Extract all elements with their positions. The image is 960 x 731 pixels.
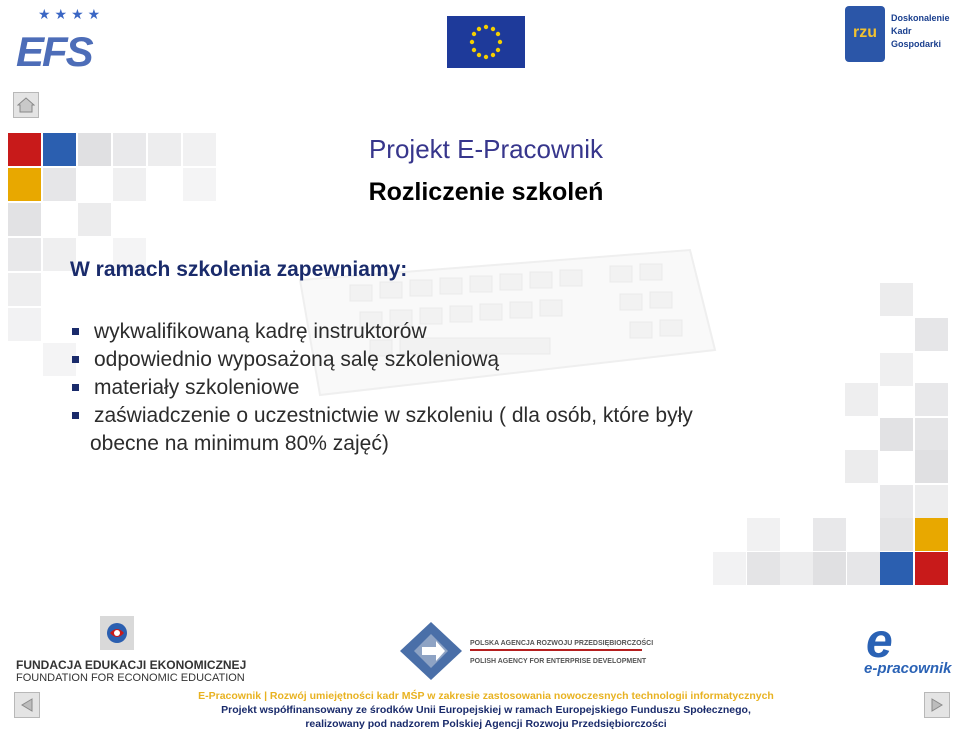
efs-logo (12, 6, 122, 76)
lead-text: W ramach szkolenia zapewniamy: (70, 258, 408, 281)
bullet-list (72, 318, 892, 458)
list-item-continuation: obecne na minimum 80% zajęć) (90, 432, 389, 455)
next-slide-button[interactable] (924, 692, 950, 718)
stars-icon: ★★★★ (38, 6, 105, 22)
dkg-badge: rzu (845, 6, 885, 62)
list-item: odpowiednio wyposażoną salę szkoleniową (72, 346, 892, 374)
list-item: wykwalifikowaną kadrę instruktorów (72, 318, 892, 346)
epracownik-logo-text: e-pracownik (864, 660, 952, 677)
prev-slide-button[interactable] (14, 692, 40, 718)
list-item-text: zaświadczenie o uczestnictwie w szkoleniu ( dla osób, które były (94, 404, 693, 427)
parp-logo-text: POLSKA AGENCJA ROZWOJU PRZEDSIĘBIORCZOŚCI POLISH AGENCY FOR ENTERPRISE DEVELOPMENT (470, 640, 654, 665)
list-item (72, 402, 892, 458)
next-arrow-icon (929, 697, 945, 713)
eu-flag-logo (447, 16, 525, 68)
fee-emblem-icon (100, 616, 134, 650)
dkg-logo (845, 4, 957, 64)
list-item: materiały szkoleniowe (72, 374, 892, 402)
dkg-logo-text: Doskonalenie Kadr Gospodarki (891, 13, 950, 49)
footer-line-3: realizowany pod nadzorem Polskiej Agencji Rozwoju Przedsiębiorczości (305, 718, 667, 730)
parp-logo (398, 620, 654, 682)
parp-divider (470, 649, 642, 651)
footer-line-2: Projekt współfinansowany ze środków Unii Europejskiej w ramach Europejskiego Funduszu Społecznego, (221, 704, 751, 716)
footer-line-1: E-Pracownik | Rozwój umiejętności kadr MŚP w zakresie zastosowania nowoczesnych technologii informatycznych (198, 690, 774, 702)
footer-text (0, 689, 960, 731)
epracownik-logo (862, 614, 958, 684)
efs-logo-text: EFS (16, 28, 92, 75)
fee-logo-text-pl: FUNDACJA EDUKACJI EKONOMICZNEJ (16, 658, 247, 672)
prev-arrow-icon (19, 697, 35, 713)
parp-emblem-icon (398, 620, 464, 682)
home-button[interactable] (13, 92, 39, 118)
epracownik-e-icon: e (866, 615, 893, 668)
fee-logo-text-en: FOUNDATION FOR ECONOMIC EDUCATION (16, 672, 245, 684)
fee-logo (16, 616, 247, 686)
slide-title: Projekt E-Pracownik (368, 134, 604, 164)
home-icon (17, 97, 35, 113)
slide-subtitle: Rozliczenie szkoleń (368, 178, 604, 206)
